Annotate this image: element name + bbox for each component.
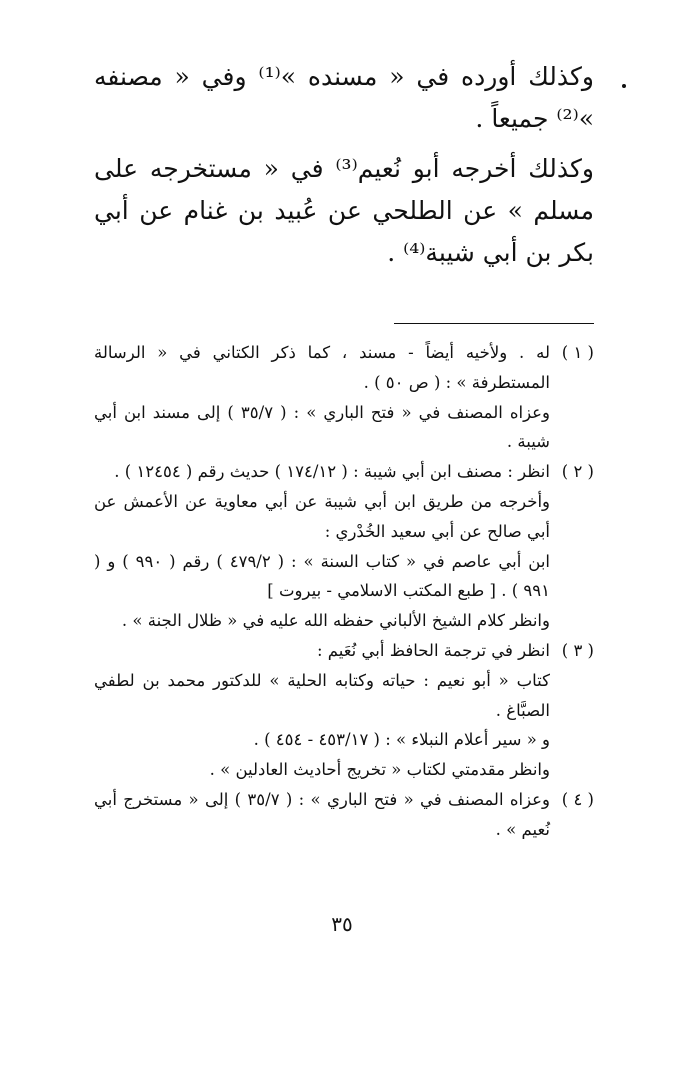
footnote-number: ( ١ ) (561, 343, 594, 362)
footnote-body (94, 636, 550, 785)
footnote-body (94, 457, 550, 636)
footnote-number: ( ٤ ) (561, 789, 594, 809)
footnote-line: وانظر مقدمتي لكتاب « تخريج أحاديث العادلين » . (209, 760, 550, 780)
footnotes (94, 338, 594, 845)
footnote-line: كتاب « أبو نعيم : حياته وكتابه الحلية » للدكتور محمد بن لطفي الصبَّاغ . (94, 670, 550, 720)
footnote-1 (94, 338, 594, 457)
margin-dot (622, 84, 626, 88)
footnote-3 (94, 636, 594, 785)
footnote-body (94, 785, 550, 845)
main-paragraph: وكذلك أورده في « مسنده »⁽¹⁾ وفي « مصنفه »⁽²⁾ جميعاً . (94, 62, 594, 133)
footnote-line: انظر في ترجمة الحافظ أبي نُعَيم : (316, 640, 550, 660)
footnote-line: وعزاه المصنف في « فتح الباري » : ( ٣٥/٧ ) إلى « مستخرج أبي نُعيم » . (94, 789, 550, 839)
footnote-2 (94, 457, 594, 636)
main-text (94, 56, 594, 282)
footnote-4 (94, 785, 594, 845)
footnote-line: وعزاه المصنف في « فتح الباري » : ( ٣٥/٧ ) إلى مسند ابن أبي شيبة . (94, 402, 550, 452)
main-paragraph: وكذلك أخرجه أبو نُعيم⁽³⁾ في « مستخرجه على مسلم » عن الطلحي عن عُبيد بن غنام عن أبي بكر بن أبي شيبة⁽⁴⁾ . (94, 154, 594, 267)
footnote-line: ابن أبي عاصم في « كتاب السنة » : ( ٤٧٩/٢ ) رقم ( ٩٩٠ ) و ( ٩٩١ ) . [ طبع المكتب الاسلامي - بيروت ] (94, 551, 551, 601)
footnote-line: له . ولأخيه أيضاً - مسند ، كما ذكر الكتاني في « الرسالة المستطرفة » : ( ص ٥٠ ) . (94, 343, 550, 392)
page-number: ٣٥ (331, 912, 353, 936)
footnote-body (94, 338, 550, 457)
footnote-line: انظر : مصنف ابن أبي شيبة : ( ١٧٤/١٢ ) حديث رقم ( ١٢٤٥٤ ) . (114, 462, 550, 482)
footnote-line: و « سير أعلام النبلاء » : ( ٤٥٣/١٧ - ٤٥٤ ) . (253, 730, 550, 750)
footnote-number: ( ٣ ) (561, 640, 594, 660)
footnote-line: وأخرجه من طريق ابن أبي شيبة عن أبي معاوية عن الأعمش عن أبي صالح عن أبي سعيد الخُدْري : (94, 491, 550, 541)
footnote-number: ( ٢ ) (561, 462, 594, 482)
footnote-separator (394, 323, 594, 324)
footnote-line: وانظر كلام الشيخ الألباني حفظه الله عليه في « ظلال الجنة » . (121, 611, 550, 631)
